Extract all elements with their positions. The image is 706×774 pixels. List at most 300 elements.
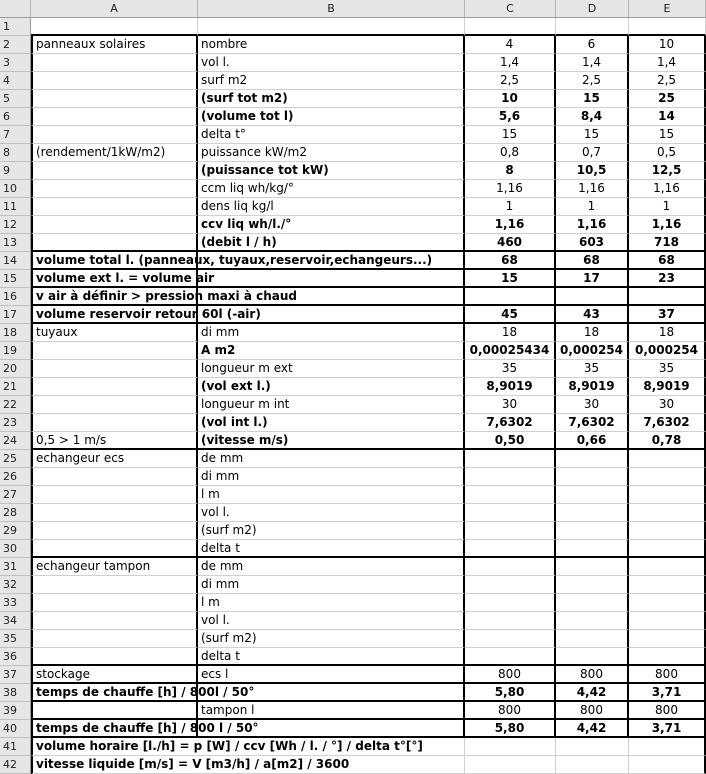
sheet-row (0, 342, 706, 360)
cell-b[interactable]: delta t (198, 648, 465, 666)
cell-a[interactable]: echangeur tampon (31, 558, 198, 576)
sheet-row (0, 486, 706, 504)
sheet-row (0, 198, 706, 216)
row-number[interactable]: 2 (0, 36, 31, 54)
cell-a[interactable]: vitesse liquide [m/s] = V [m3/h] / a[m2] / 3600 (31, 756, 198, 774)
cell-b[interactable]: vol l. (198, 612, 465, 630)
cell-b[interactable]: tampon l (198, 702, 465, 720)
cell-a[interactable]: v air à définir > pression maxi à chaud (31, 288, 198, 306)
cell-e[interactable] (629, 738, 706, 756)
cell-c[interactable] (465, 522, 556, 540)
cell-e[interactable]: 14 (629, 108, 706, 126)
cell-a[interactable] (31, 522, 198, 540)
cell-a[interactable] (31, 18, 198, 36)
row-number[interactable]: 30 (0, 540, 31, 558)
cell-b[interactable] (198, 738, 465, 756)
column-header-d[interactable]: D (556, 0, 629, 17)
sheet-row (0, 126, 706, 144)
cell-d[interactable]: 800 (556, 702, 629, 720)
cell-e[interactable] (629, 468, 706, 486)
cell-e[interactable]: 15 (629, 126, 706, 144)
cell-b[interactable]: (vitesse m/s) (198, 432, 465, 450)
cell-b[interactable]: (surf m2) (198, 630, 465, 648)
cell-c[interactable]: 1 (465, 198, 556, 216)
cell-a[interactable]: panneaux solaires (31, 36, 198, 54)
row-number[interactable]: 20 (0, 360, 31, 378)
cell-b[interactable]: di mm (198, 576, 465, 594)
cell-e[interactable]: 10 (629, 36, 706, 54)
cell-a[interactable] (31, 360, 198, 378)
cell-d[interactable]: 68 (556, 252, 629, 270)
cell-b[interactable]: ccm liq wh/kg/° (198, 180, 465, 198)
cell-c[interactable]: 4 (465, 36, 556, 54)
cell-d[interactable] (556, 648, 629, 666)
cell-d[interactable] (556, 18, 629, 36)
sheet-row (0, 234, 706, 252)
cell-d[interactable]: 1,16 (556, 216, 629, 234)
row-number[interactable]: 26 (0, 468, 31, 486)
cell-e[interactable] (629, 450, 706, 468)
cell-a[interactable] (31, 234, 198, 252)
cell-d[interactable] (556, 504, 629, 522)
cell-e[interactable]: 0,5 (629, 144, 706, 162)
row-number[interactable]: 40 (0, 720, 31, 738)
sheet-row (0, 414, 706, 432)
cell-e[interactable] (629, 486, 706, 504)
row-number[interactable]: 18 (0, 324, 31, 342)
row-number[interactable]: 17 (0, 306, 31, 324)
cell-e[interactable] (629, 756, 706, 774)
cell-d[interactable]: 4,42 (556, 684, 629, 702)
cell-b[interactable]: surf m2 (198, 72, 465, 90)
cell-e[interactable]: 1,16 (629, 180, 706, 198)
cell-e[interactable]: 18 (629, 324, 706, 342)
cell-a[interactable] (31, 612, 198, 630)
sheet-row (0, 252, 706, 270)
cell-a[interactable]: 0,5 > 1 m/s (31, 432, 198, 450)
cell-b[interactable]: ccv liq wh/l./° (198, 216, 465, 234)
cell-b[interactable]: ecs l (198, 666, 465, 684)
cell-d[interactable]: 35 (556, 360, 629, 378)
row-number[interactable]: 16 (0, 288, 31, 306)
cell-c[interactable]: 18 (465, 324, 556, 342)
cell-c[interactable]: 0,00025434 (465, 342, 556, 360)
row-number[interactable]: 6 (0, 108, 31, 126)
cell-e[interactable]: 1 (629, 198, 706, 216)
cell-d[interactable] (556, 594, 629, 612)
cell-c[interactable]: 45 (465, 306, 556, 324)
cell-e[interactable]: 37 (629, 306, 706, 324)
row-number[interactable]: 9 (0, 162, 31, 180)
sheet-row (0, 756, 706, 774)
row-number[interactable]: 27 (0, 486, 31, 504)
cell-c[interactable] (465, 18, 556, 36)
cell-a[interactable] (31, 540, 198, 558)
cell-b[interactable]: l m (198, 594, 465, 612)
cell-d[interactable]: 0,66 (556, 432, 629, 450)
row-number[interactable]: 5 (0, 90, 31, 108)
cell-a[interactable] (31, 594, 198, 612)
cell-a[interactable]: temps de chauffe [h] / 800l / 50° (31, 684, 198, 702)
sheet-row (0, 378, 706, 396)
cell-b[interactable]: puissance kW/m2 (198, 144, 465, 162)
cell-e[interactable] (629, 576, 706, 594)
cell-a[interactable] (31, 54, 198, 72)
cell-c[interactable] (465, 486, 556, 504)
row-number[interactable]: 12 (0, 216, 31, 234)
cell-b[interactable]: di mm (198, 468, 465, 486)
cell-e[interactable]: 23 (629, 270, 706, 288)
cell-b[interactable]: (vol ext l.) (198, 378, 465, 396)
cell-b[interactable] (198, 252, 465, 270)
row-number[interactable]: 29 (0, 522, 31, 540)
cell-d[interactable] (556, 468, 629, 486)
sheet-row (0, 108, 706, 126)
cell-d[interactable] (556, 486, 629, 504)
cell-b[interactable] (198, 306, 465, 324)
cell-c[interactable]: 0,50 (465, 432, 556, 450)
cell-a[interactable] (31, 162, 198, 180)
cell-b[interactable] (198, 756, 465, 774)
sheet-row (0, 288, 706, 306)
cell-b[interactable] (198, 18, 465, 36)
select-all-corner[interactable] (0, 0, 31, 17)
cell-e[interactable] (629, 540, 706, 558)
cell-d[interactable] (556, 450, 629, 468)
cell-d[interactable]: 17 (556, 270, 629, 288)
cell-a[interactable] (31, 126, 198, 144)
cell-d[interactable]: 8,4 (556, 108, 629, 126)
row-number[interactable]: 28 (0, 504, 31, 522)
cell-b[interactable]: nombre (198, 36, 465, 54)
row-number[interactable]: 22 (0, 396, 31, 414)
cell-d[interactable]: 30 (556, 396, 629, 414)
cell-b[interactable]: (vol int l.) (198, 414, 465, 432)
row-number[interactable]: 3 (0, 54, 31, 72)
cell-c[interactable]: 0,8 (465, 144, 556, 162)
cell-c[interactable]: 15 (465, 270, 556, 288)
cell-e[interactable] (629, 504, 706, 522)
sheet-row (0, 450, 706, 468)
cell-c[interactable]: 5,6 (465, 108, 556, 126)
cell-c[interactable]: 15 (465, 126, 556, 144)
sheet-row (0, 666, 706, 684)
row-number[interactable]: 10 (0, 180, 31, 198)
cell-e[interactable]: 12,5 (629, 162, 706, 180)
cell-e[interactable] (629, 18, 706, 36)
cell-c[interactable] (465, 738, 556, 756)
cell-c[interactable]: 1,4 (465, 54, 556, 72)
sheet-row (0, 54, 706, 72)
cell-e[interactable] (629, 522, 706, 540)
cell-e[interactable]: 0,000254 (629, 342, 706, 360)
cell-b[interactable] (198, 270, 465, 288)
cell-c[interactable] (465, 468, 556, 486)
cell-e[interactable]: 2,5 (629, 72, 706, 90)
cell-a[interactable]: echangeur ecs (31, 450, 198, 468)
row-number[interactable]: 14 (0, 252, 31, 270)
cell-d[interactable]: 0,000254 (556, 342, 629, 360)
sheet-row (0, 522, 706, 540)
cell-d[interactable] (556, 288, 629, 306)
cell-a[interactable]: volume reservoir retour 60l (-air) (31, 306, 198, 324)
cell-c[interactable] (465, 504, 556, 522)
cell-d[interactable] (556, 738, 629, 756)
sheet-row (0, 432, 706, 450)
row-number[interactable]: 8 (0, 144, 31, 162)
cell-c[interactable] (465, 630, 556, 648)
row-number[interactable]: 24 (0, 432, 31, 450)
cell-e[interactable]: 3,71 (629, 684, 706, 702)
cell-e[interactable]: 800 (629, 666, 706, 684)
cell-c[interactable]: 1,16 (465, 180, 556, 198)
cell-a[interactable]: tuyaux (31, 324, 198, 342)
sheet-row (0, 612, 706, 630)
sheet-row (0, 576, 706, 594)
cell-a[interactable]: stockage (31, 666, 198, 684)
sheet-row (0, 216, 706, 234)
cell-d[interactable]: 603 (556, 234, 629, 252)
sheet-row (0, 18, 706, 36)
sheet-row (0, 72, 706, 90)
cell-d[interactable]: 10,5 (556, 162, 629, 180)
cell-a[interactable] (31, 630, 198, 648)
column-header-bar (0, 0, 706, 18)
cell-e[interactable]: 7,6302 (629, 414, 706, 432)
cell-c[interactable]: 7,6302 (465, 414, 556, 432)
cell-c[interactable] (465, 450, 556, 468)
sheet-row (0, 270, 706, 288)
cell-e[interactable]: 1,4 (629, 54, 706, 72)
cell-b[interactable]: delta t° (198, 126, 465, 144)
row-number[interactable]: 35 (0, 630, 31, 648)
cell-c[interactable]: 800 (465, 702, 556, 720)
cell-d[interactable] (556, 756, 629, 774)
cell-b[interactable]: vol l. (198, 504, 465, 522)
cell-a[interactable] (31, 180, 198, 198)
cell-e[interactable]: 30 (629, 396, 706, 414)
cell-c[interactable]: 8,9019 (465, 378, 556, 396)
cell-a[interactable] (31, 648, 198, 666)
cell-a[interactable] (31, 342, 198, 360)
cell-d[interactable]: 0,7 (556, 144, 629, 162)
cell-a[interactable]: volume total l. (panneaux, tuyaux,reservoir,echangeurs...) (31, 252, 198, 270)
cell-a[interactable] (31, 468, 198, 486)
cell-a[interactable] (31, 108, 198, 126)
row-number[interactable]: 38 (0, 684, 31, 702)
cell-c[interactable]: 5,80 (465, 720, 556, 738)
cell-b[interactable]: delta t (198, 540, 465, 558)
cell-c[interactable] (465, 612, 556, 630)
row-number[interactable]: 13 (0, 234, 31, 252)
cell-c[interactable]: 30 (465, 396, 556, 414)
cell-b[interactable]: vol l. (198, 54, 465, 72)
cell-d[interactable] (556, 558, 629, 576)
cell-e[interactable]: 35 (629, 360, 706, 378)
cell-d[interactable] (556, 630, 629, 648)
cell-d[interactable]: 1,16 (556, 180, 629, 198)
column-header-e[interactable]: E (629, 0, 706, 17)
cell-c[interactable] (465, 576, 556, 594)
cell-e[interactable] (629, 648, 706, 666)
row-number[interactable]: 36 (0, 648, 31, 666)
cell-e[interactable]: 1,16 (629, 216, 706, 234)
cell-c[interactable]: 1,16 (465, 216, 556, 234)
cell-b[interactable]: de mm (198, 450, 465, 468)
cell-c[interactable] (465, 558, 556, 576)
sheet-row (0, 648, 706, 666)
sheet-row (0, 306, 706, 324)
cell-c[interactable] (465, 288, 556, 306)
cell-e[interactable] (629, 594, 706, 612)
sheet-row (0, 630, 706, 648)
sheet-row (0, 558, 706, 576)
row-number[interactable]: 19 (0, 342, 31, 360)
cell-e[interactable]: 68 (629, 252, 706, 270)
cell-c[interactable]: 2,5 (465, 72, 556, 90)
cell-d[interactable]: 7,6302 (556, 414, 629, 432)
cell-e[interactable]: 0,78 (629, 432, 706, 450)
row-number[interactable]: 41 (0, 738, 31, 756)
sheet-row (0, 594, 706, 612)
cell-d[interactable]: 8,9019 (556, 378, 629, 396)
row-number[interactable]: 23 (0, 414, 31, 432)
sheet-row (0, 162, 706, 180)
row-number[interactable]: 34 (0, 612, 31, 630)
row-number[interactable]: 4 (0, 72, 31, 90)
cell-c[interactable]: 35 (465, 360, 556, 378)
sheet-row (0, 90, 706, 108)
cell-d[interactable]: 1,4 (556, 54, 629, 72)
column-header-c[interactable]: C (465, 0, 556, 17)
sheet-row (0, 738, 706, 756)
cell-b[interactable]: A m2 (198, 342, 465, 360)
column-header-a[interactable]: A (31, 0, 198, 17)
sheet-row (0, 396, 706, 414)
cell-e[interactable]: 8,9019 (629, 378, 706, 396)
cell-b[interactable]: (volume tot l) (198, 108, 465, 126)
cell-b[interactable]: dens liq kg/l (198, 198, 465, 216)
sheet-row (0, 180, 706, 198)
cell-b[interactable] (198, 288, 465, 306)
cell-a[interactable]: temps de chauffe [h] / 800 l / 50° (31, 720, 198, 738)
cell-e[interactable] (629, 288, 706, 306)
cell-b[interactable]: longueur m ext (198, 360, 465, 378)
sheet-row (0, 324, 706, 342)
cell-b[interactable]: de mm (198, 558, 465, 576)
row-number[interactable]: 42 (0, 756, 31, 774)
row-number[interactable]: 33 (0, 594, 31, 612)
cell-c[interactable]: 10 (465, 90, 556, 108)
cell-c[interactable]: 5,80 (465, 684, 556, 702)
cell-a[interactable] (31, 486, 198, 504)
cell-d[interactable]: 15 (556, 126, 629, 144)
cell-c[interactable] (465, 540, 556, 558)
cell-a[interactable]: (rendement/1kW/m2) (31, 144, 198, 162)
cell-c[interactable] (465, 594, 556, 612)
cell-b[interactable]: l m (198, 486, 465, 504)
sheet-row (0, 504, 706, 522)
row-number[interactable]: 7 (0, 126, 31, 144)
sheet-row (0, 360, 706, 378)
row-number[interactable]: 25 (0, 450, 31, 468)
cell-a[interactable] (31, 90, 198, 108)
cell-d[interactable]: 1 (556, 198, 629, 216)
sheet-row (0, 144, 706, 162)
cell-c[interactable]: 8 (465, 162, 556, 180)
sheet-row (0, 540, 706, 558)
cell-a[interactable]: volume ext l. = volume air (31, 270, 198, 288)
row-number[interactable]: 39 (0, 702, 31, 720)
cell-c[interactable] (465, 648, 556, 666)
cell-e[interactable] (629, 630, 706, 648)
cell-d[interactable]: 6 (556, 36, 629, 54)
cell-e[interactable]: 25 (629, 90, 706, 108)
cell-b[interactable]: (puissance tot kW) (198, 162, 465, 180)
cell-a[interactable] (31, 378, 198, 396)
cell-b[interactable]: (surf tot m2) (198, 90, 465, 108)
cell-e[interactable] (629, 558, 706, 576)
cell-d[interactable]: 800 (556, 666, 629, 684)
cell-d[interactable] (556, 612, 629, 630)
cell-a[interactable] (31, 396, 198, 414)
cell-a[interactable] (31, 216, 198, 234)
row-number[interactable]: 15 (0, 270, 31, 288)
cell-d[interactable] (556, 576, 629, 594)
cell-c[interactable]: 800 (465, 666, 556, 684)
cell-d[interactable]: 43 (556, 306, 629, 324)
cell-e[interactable] (629, 612, 706, 630)
row-number[interactable]: 32 (0, 576, 31, 594)
cell-d[interactable]: 4,42 (556, 720, 629, 738)
cell-grid (0, 18, 706, 774)
cell-a[interactable]: volume horaire [l./h] = p [W] / ccv [Wh / l. / °] / delta t°[°] (31, 738, 198, 756)
cell-b[interactable]: longueur m int (198, 396, 465, 414)
column-header-b[interactable]: B (198, 0, 465, 17)
cell-c[interactable]: 460 (465, 234, 556, 252)
row-number[interactable]: 31 (0, 558, 31, 576)
cell-c[interactable] (465, 756, 556, 774)
cell-c[interactable]: 68 (465, 252, 556, 270)
cell-e[interactable]: 800 (629, 702, 706, 720)
cell-d[interactable]: 15 (556, 90, 629, 108)
cell-b[interactable] (198, 720, 465, 738)
cell-a[interactable] (31, 702, 198, 720)
cell-d[interactable]: 18 (556, 324, 629, 342)
cell-a[interactable] (31, 72, 198, 90)
row-number[interactable]: 11 (0, 198, 31, 216)
cell-b[interactable]: (debit l / h) (198, 234, 465, 252)
cell-d[interactable] (556, 522, 629, 540)
cell-a[interactable] (31, 504, 198, 522)
cell-a[interactable] (31, 198, 198, 216)
cell-d[interactable]: 2,5 (556, 72, 629, 90)
cell-b[interactable]: di mm (198, 324, 465, 342)
cell-a[interactable] (31, 576, 198, 594)
cell-d[interactable] (556, 540, 629, 558)
row-number[interactable]: 37 (0, 666, 31, 684)
row-number[interactable]: 21 (0, 378, 31, 396)
sheet-row (0, 684, 706, 702)
cell-e[interactable]: 718 (629, 234, 706, 252)
cell-e[interactable]: 3,71 (629, 720, 706, 738)
sheet-row (0, 702, 706, 720)
cell-b[interactable] (198, 684, 465, 702)
cell-b[interactable]: (surf m2) (198, 522, 465, 540)
row-number[interactable]: 1 (0, 18, 31, 36)
sheet-row (0, 468, 706, 486)
cell-a[interactable] (31, 414, 198, 432)
